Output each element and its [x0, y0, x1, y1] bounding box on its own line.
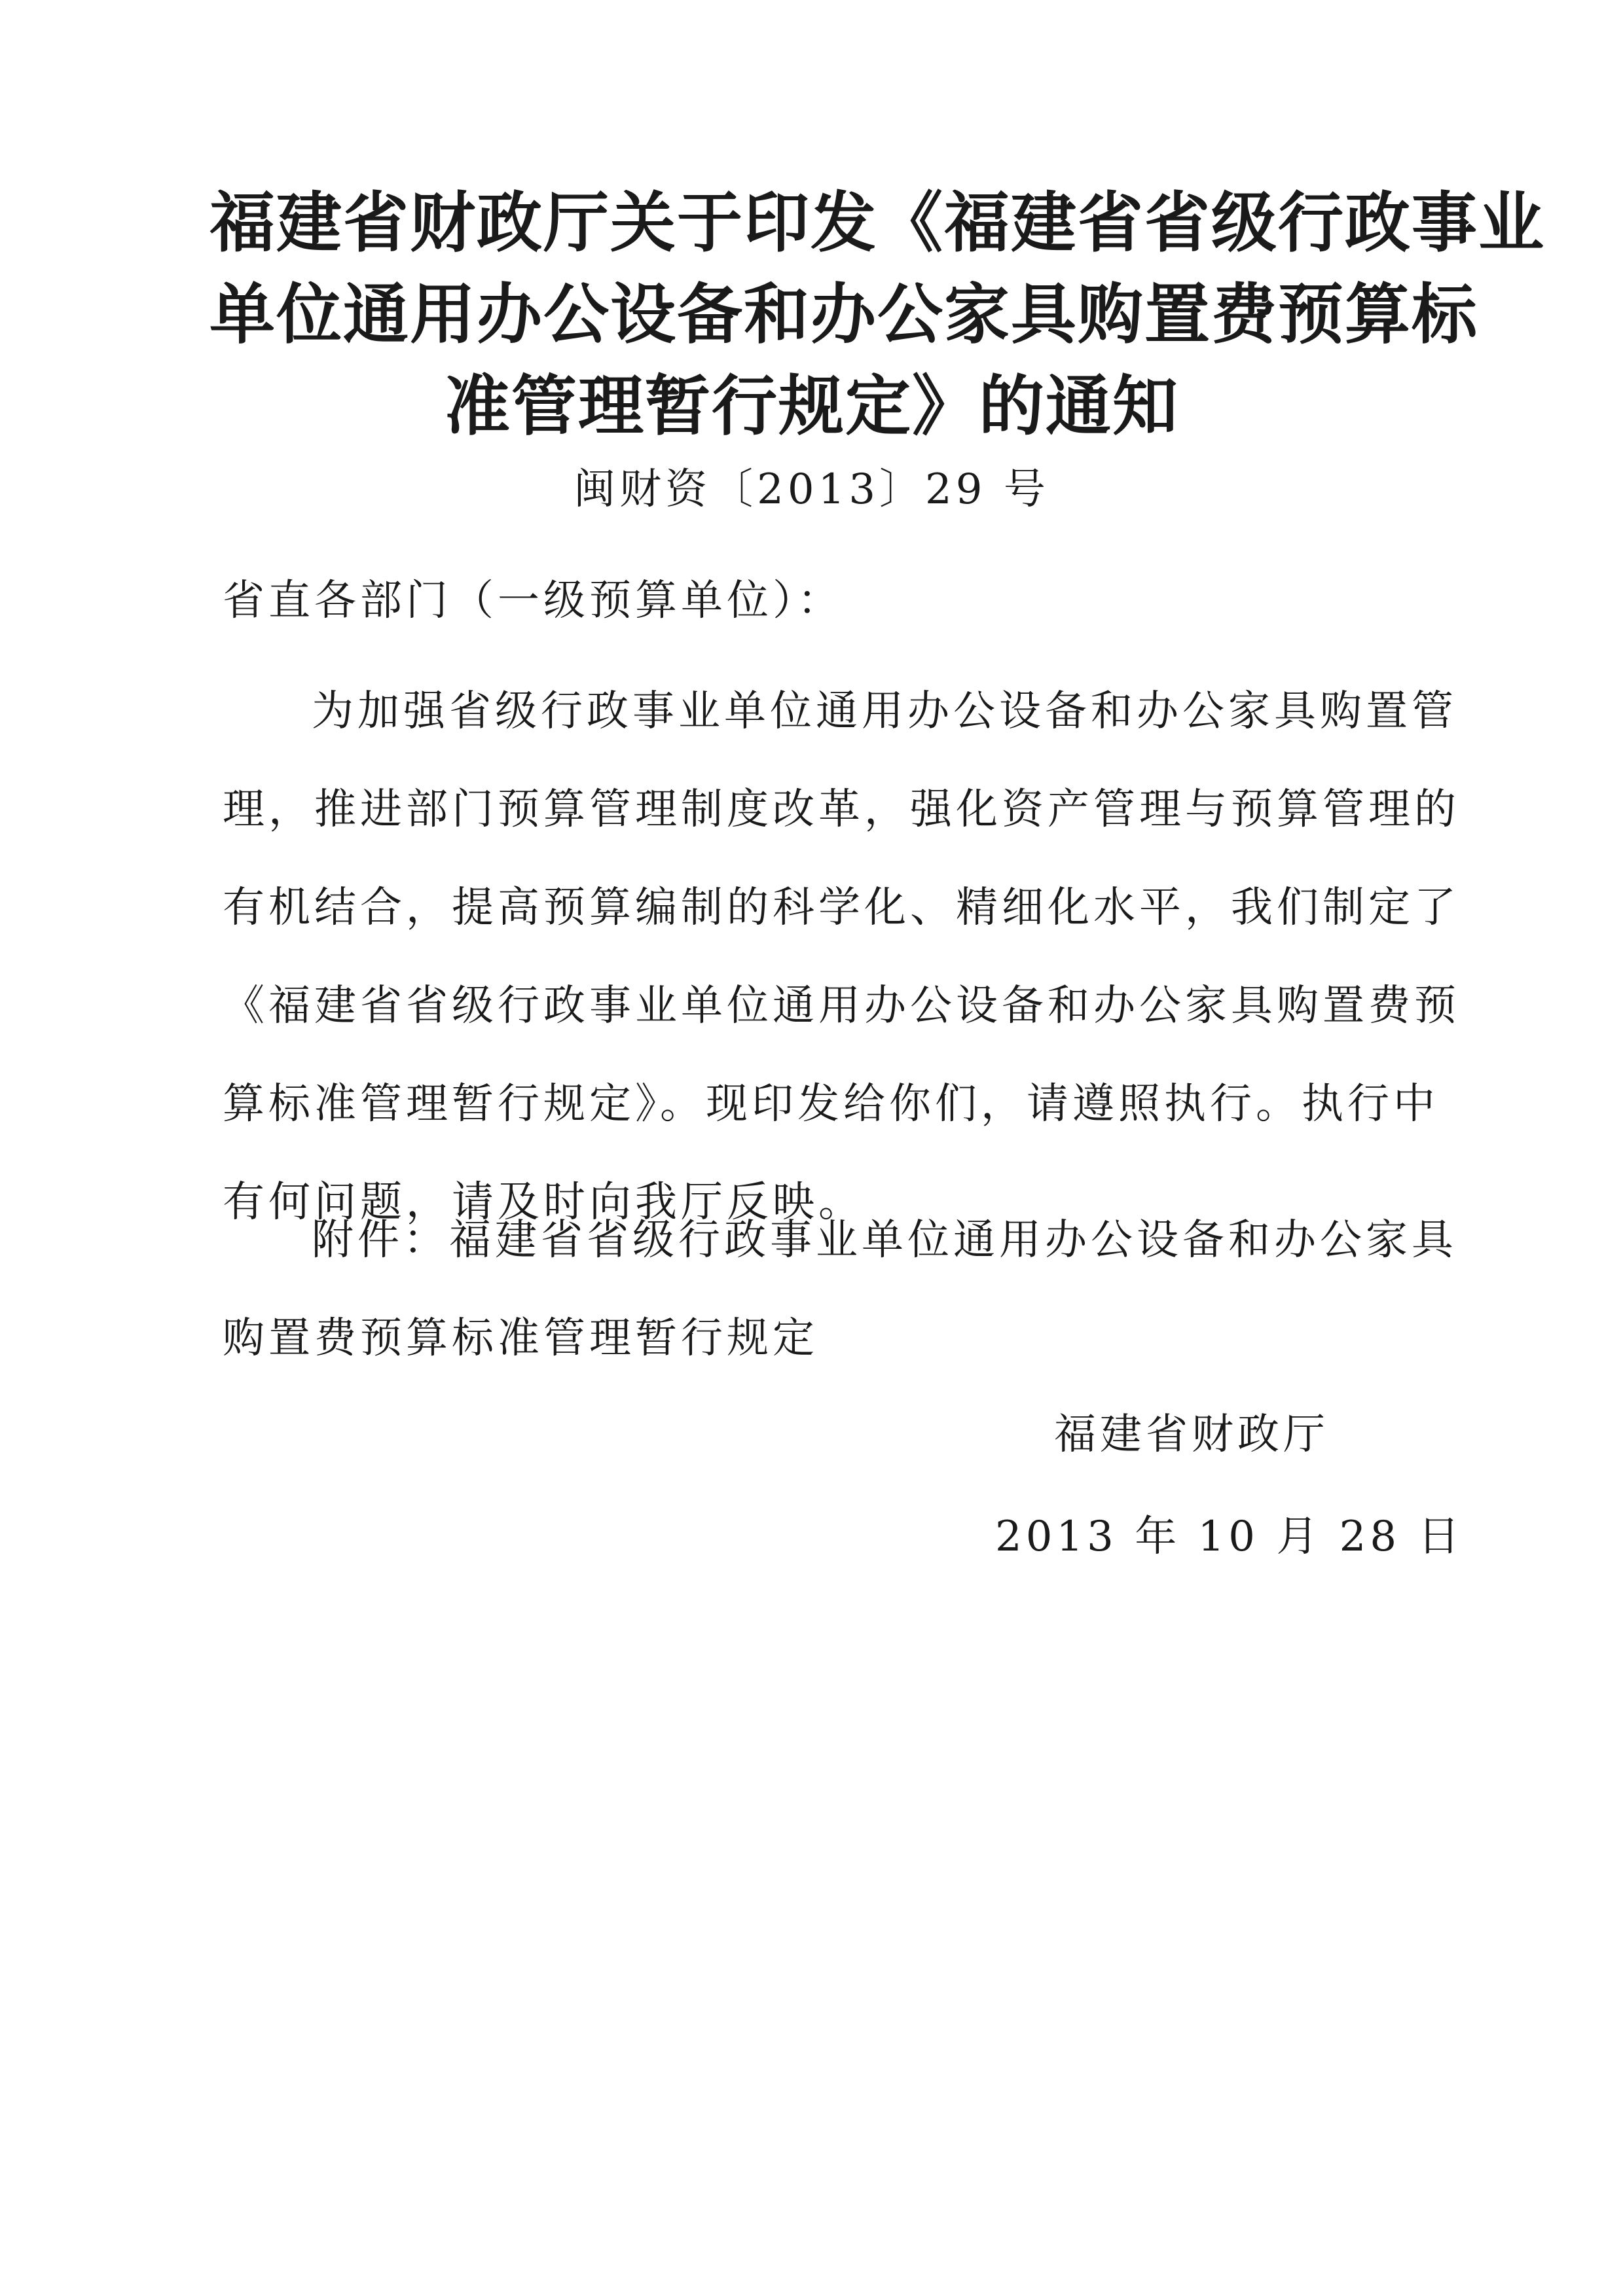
salutation: 省直各部门（一级预算单位）：	[223, 577, 843, 625]
body-paragraph	[223, 662, 1460, 1251]
paragraph-line: 理，推进部门预算管理制度改革，强化资产管理与预算管理的	[223, 785, 1460, 834]
document-number: 闽财资〔2013〕29 号	[574, 465, 1049, 514]
issue-date: 2013 年 10 月 28 日	[995, 1513, 1464, 1561]
attachment-note	[223, 1191, 1457, 1388]
attachment-line: 购置费预算标准管理暂行规定	[223, 1314, 818, 1363]
title-line-2: 单位通用办公设备和办公家具购置费预算标	[210, 276, 1478, 353]
document-title	[210, 177, 1545, 452]
paragraph-line: 有何问题，请及时向我厅反映。	[223, 1178, 864, 1227]
title-line-3: 准管理暂行规定》的通知	[445, 367, 1179, 444]
paragraph-line: 算标准管理暂行规定》。现印发给你们，请遵照执行。执行中	[223, 1080, 1439, 1128]
paragraph-line: 《福建省省级行政事业单位通用办公设备和办公家具购置费预	[223, 982, 1460, 1030]
paragraph-line: 有机结合，提高预算编制的科学化、精细化水平，我们制定了	[223, 884, 1460, 932]
paragraph-line: 为加强省级行政事业单位通用办公设备和办公家具购置管	[312, 687, 1457, 736]
title-line-1: 福建省财政厅关于印发《福建省省级行政事业	[210, 184, 1545, 261]
attachment-line: 附件：福建省省级行政事业单位通用办公设备和办公家具	[312, 1216, 1457, 1265]
issuer-signature: 福建省财政厅	[1054, 1410, 1329, 1459]
